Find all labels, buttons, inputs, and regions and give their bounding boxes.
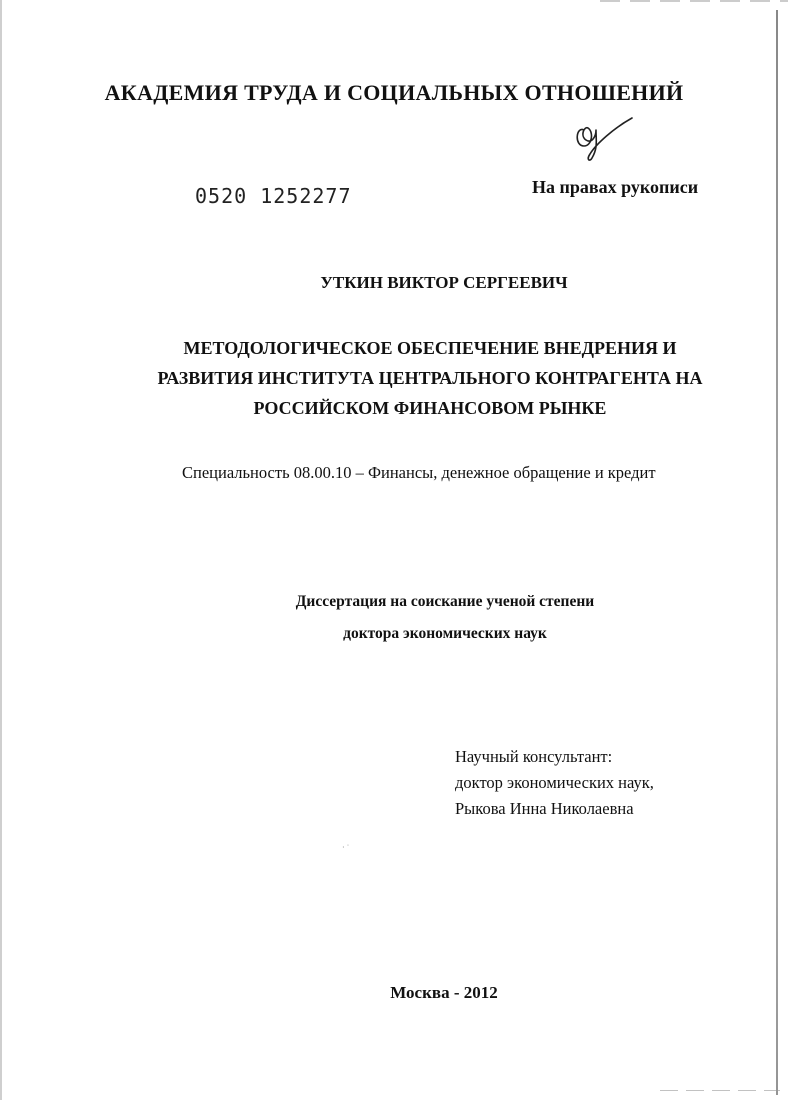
scan-edge-top: [600, 0, 788, 2]
dissertation-title: [130, 333, 730, 423]
scan-edge-right: [776, 10, 778, 1095]
specialty-line: Специальность 08.00.10 – Финансы, денежное обращение и кредит: [182, 463, 656, 482]
scan-speck: · ˙: [342, 843, 350, 852]
degree-line: Диссертация на соискание ученой степени: [295, 593, 595, 610]
advisor-line: Рыкова Инна Николаевна: [455, 799, 634, 818]
title-line: РАЗВИТИЯ ИНСТИТУТА ЦЕНТРАЛЬНОГО КОНТРАГЕНТА НА: [157, 368, 703, 388]
city-year: Москва - 2012: [390, 983, 498, 1002]
degree-line: доктора экономических наук: [343, 625, 547, 642]
handwritten-signature-icon: [570, 112, 640, 164]
author-name: УТКИН ВИКТОР СЕРГЕЕВИЧ: [320, 273, 568, 292]
degree-statement: [265, 586, 625, 650]
rights-note: На правах рукописи: [532, 177, 699, 197]
scientific-advisor: [455, 744, 654, 822]
advisor-line: Научный консультант:: [455, 747, 613, 766]
registration-number: 0520 1252277: [195, 184, 352, 208]
scan-edge-left: [0, 0, 2, 1100]
title-line: МЕТОДОЛОГИЧЕСКОЕ ОБЕСПЕЧЕНИЕ ВНЕДРЕНИЯ И: [183, 338, 677, 358]
title-line: РОССИЙСКОМ ФИНАНСОВОМ РЫНКЕ: [253, 398, 607, 418]
advisor-line: доктор экономических наук,: [455, 773, 654, 792]
institution-name: АКАДЕМИЯ ТРУДА И СОЦИАЛЬНЫХ ОТНОШЕНИЙ: [104, 80, 684, 105]
scan-edge-bottom: [660, 1090, 780, 1091]
